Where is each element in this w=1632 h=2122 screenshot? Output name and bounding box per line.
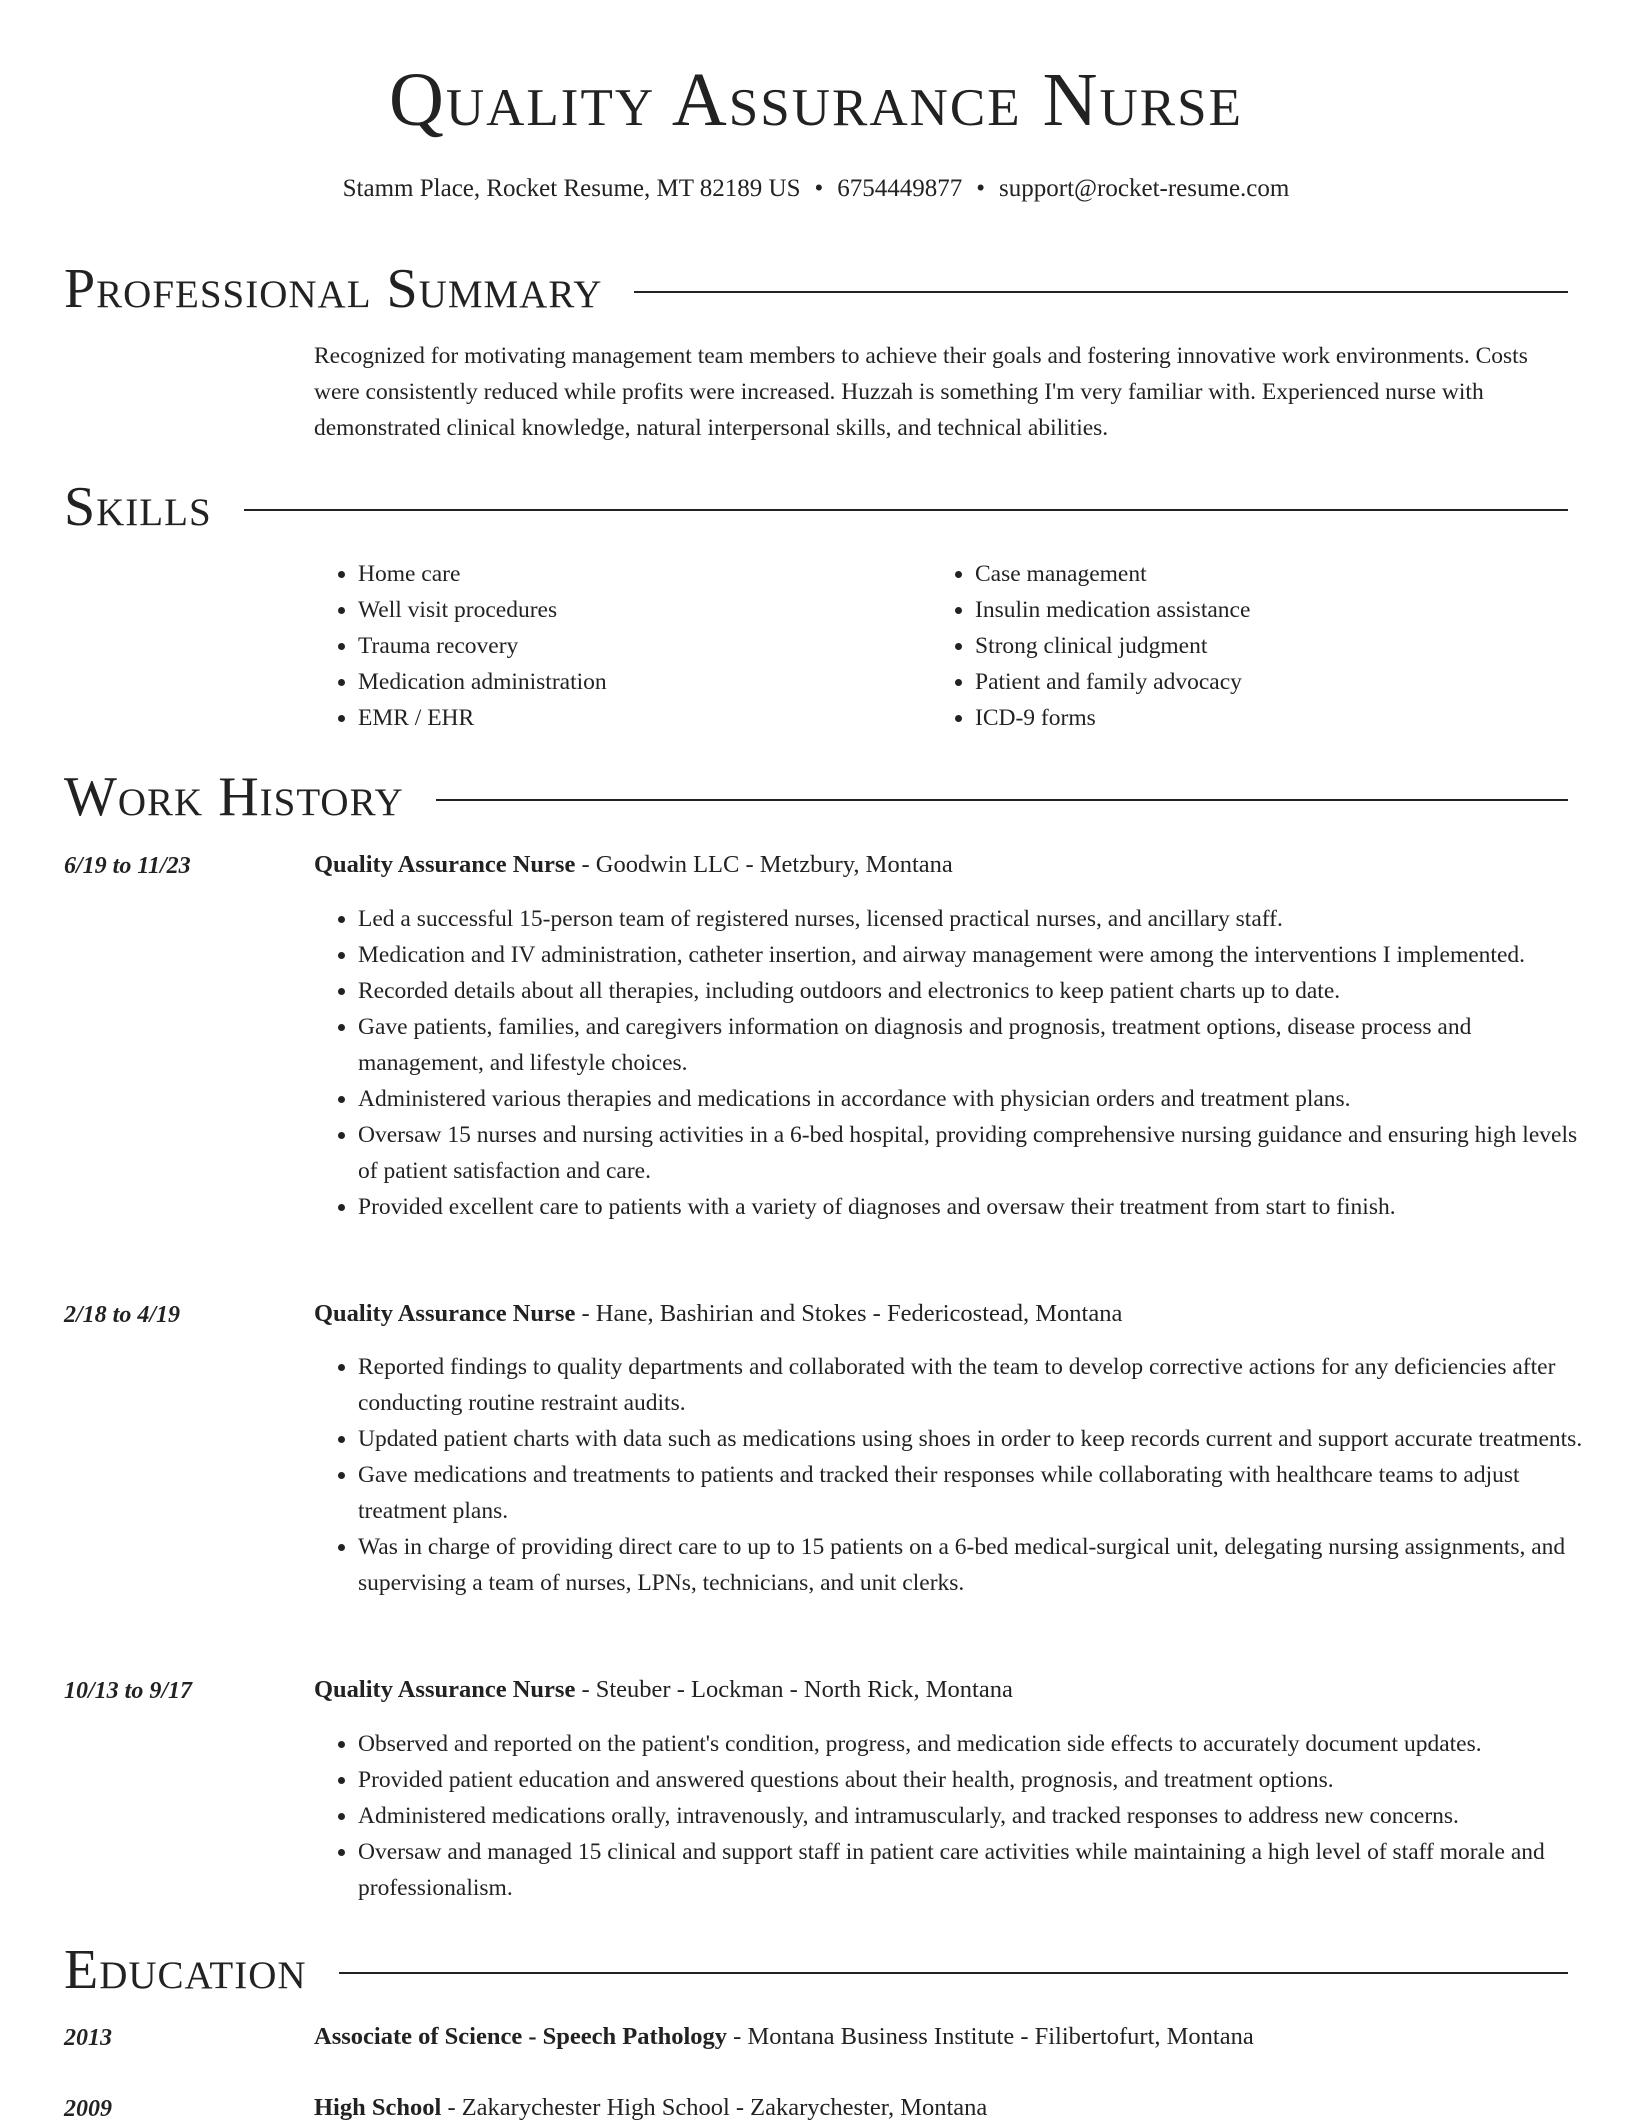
job-bullet: • Gave medications and treatments to patients and tracked their responses while collaborating with healthcare teams to adjust treatment plans. [358,1457,1586,1529]
skill-item: • Patient and family advocacy [975,664,1548,700]
skills-section-title: Skills [64,476,212,538]
education-title-line [314,2025,1574,2050]
skill-item: • Strong clinical judgment [975,628,1548,664]
job-bullet: • Oversaw and managed 15 clinical and support staff in patient care activities while maintaining a high level of staff morale and professionalism. [358,1834,1586,1906]
summary-text: Recognized for motivating management team members to achieve their goals and fostering innovative work environments. Costs were consistently reduced while profits were increased. Huzzah is something I'm very familiar with. Experienced nurse with demonstrated clinical knowledge, natural interpersonal skills, and technical abilities. [314,343,1528,441]
job-bullets [314,1349,1586,1601]
job-dates: 2/18 to 4/19 [64,1302,181,1328]
skill-item: • Trauma recovery [358,628,931,664]
job-bullets [314,901,1586,1225]
job-bullet: • Administered various therapies and medications in accordance with physician orders and treatment plans. [358,1081,1586,1117]
job-position: Quality Assurance Nurse [314,1676,576,1703]
skills-column-right [931,556,1548,736]
skill-item: • Medication administration [358,664,931,700]
contact-address: Stamm Place, Rocket Resume, MT 82189 US [342,175,801,202]
skill-item: • Home care [358,556,931,592]
skill-item: • Well visit procedures [358,592,931,628]
education-year: 2013 [64,2025,112,2051]
resume-name: Quality Assurance Nurse [388,58,1243,142]
job-bullet: • Reported findings to quality departments and collaborated with the team to develop corrective actions for any deficiencies after conducting routine restraint audits. [358,1349,1586,1421]
education-degree: High School [314,2094,442,2121]
skills-column-left [314,556,931,736]
skills-list [314,556,1574,736]
job-title-line [314,1678,1574,1703]
education-section-header [64,1939,1568,2001]
job-bullet: • Updated patient charts with data such as medications using shoes in order to keep records current and support accurate treatments. [358,1421,1586,1457]
skill-item: • Case management [975,556,1548,592]
summary-section-title: Professional Summary [64,258,603,320]
job-bullet: • Provided excellent care to patients with a variety of diagnoses and oversaw their treatment from start to finish. [358,1189,1586,1225]
skill-item: • ICD-9 forms [975,700,1548,736]
job-position: Quality Assurance Nurse [314,851,576,878]
section-divider [634,291,1568,293]
section-divider [339,1972,1568,1974]
job-bullet: • Provided patient education and answered questions about their health, prognosis, and treatment options. [358,1762,1586,1798]
section-divider [244,509,1568,511]
contact-email[interactable]: support@rocket-resume.com [999,175,1290,202]
job-bullet: • Recorded details about all therapies, including outdoors and electronics to keep patient charts up to date. [358,973,1586,1009]
work-section-header [64,766,1568,828]
contact-line [0,176,1632,201]
job-bullet: • Gave patients, families, and caregivers information on diagnosis and prognosis, treatment options, disease process and management, and lifestyle choices. [358,1009,1586,1081]
work-section-title: Work History [64,766,404,828]
job-bullet: • Medication and IV administration, catheter insertion, and airway management were among the interventions I implemented. [358,937,1586,973]
job-title-line [314,1302,1574,1327]
job-employer: - Hane, Bashirian and Stokes - Federicostead, Montana [575,1300,1123,1327]
job-employer: - Steuber - Lockman - North Rick, Montana [575,1676,1013,1703]
contact-separator: • [976,175,986,202]
education-section-title: Education [64,1939,307,2001]
job-bullet: • Administered medications orally, intravenously, and intramuscularly, and tracked responses to address new concerns. [358,1798,1586,1834]
section-divider [436,799,1568,801]
job-position: Quality Assurance Nurse [314,1300,576,1327]
skills-section-header [64,476,1568,538]
job-dates: 10/13 to 9/17 [64,1678,193,1704]
job-bullet: • Oversaw 15 nurses and nursing activities in a 6-bed hospital, providing comprehensive nursing guidance and ensuring high levels of patient satisfaction and care. [358,1117,1586,1189]
job-title-line [314,853,1574,878]
job-dates: 6/19 to 11/23 [64,853,191,879]
contact-separator: • [814,175,824,202]
summary-section-header [64,258,1568,320]
job-bullet: • Was in charge of providing direct care to up to 15 patients on a 6-bed medical-surgical unit, delegating nursing assignments, and supervising a team of nurses, LPNs, technicians, and unit clerks. [358,1529,1586,1601]
education-title-line [314,2096,1574,2121]
job-bullets [314,1726,1586,1906]
education-year: 2009 [64,2096,112,2122]
education-school: - Montana Business Institute - Filibertofurt, Montana [727,2023,1254,2050]
education-degree: Associate of Science - Speech Pathology [314,2023,728,2050]
job-bullet: • Observed and reported on the patient's condition, progress, and medication side effects to accurately document updates. [358,1726,1586,1762]
job-bullet: • Led a successful 15-person team of registered nurses, licensed practical nurses, and ancillary staff. [358,901,1586,937]
education-school: - Zakarychester High School - Zakarychester, Montana [441,2094,988,2121]
skill-item: • Insulin medication assistance [975,592,1548,628]
skill-item: • EMR / EHR [358,700,931,736]
job-employer: - Goodwin LLC - Metzbury, Montana [575,851,953,878]
contact-phone: 6754449877 [837,175,963,202]
